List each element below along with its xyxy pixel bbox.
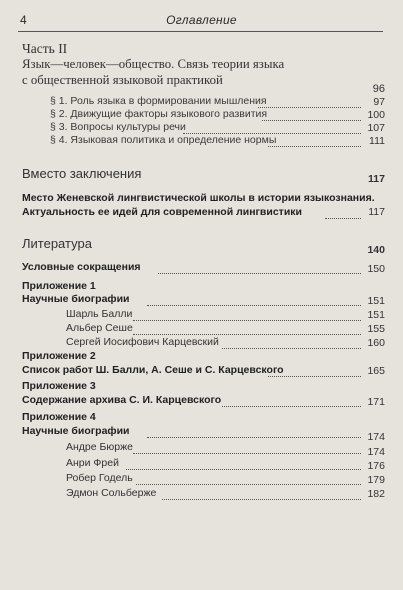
leader-dots	[133, 453, 361, 454]
header-rule	[18, 31, 383, 32]
appendix1-title: Научные биографии	[22, 293, 130, 305]
leader-dots	[222, 348, 361, 349]
leader-dots	[147, 305, 361, 306]
section-1-page: 97	[373, 96, 385, 108]
page-number: 4	[20, 13, 27, 27]
appendix3-title: Содержание архива С. И. Карцевского	[22, 394, 222, 406]
leader-dots	[136, 484, 361, 485]
appendix1-item-3-page: 160	[367, 337, 385, 349]
appendix1-item-1-page: 151	[367, 309, 385, 321]
appendix2-page: 165	[367, 365, 385, 377]
toc-section-1: § 1. Роль языка в формировании мышления	[50, 95, 267, 107]
leader-dots	[268, 146, 361, 147]
leader-dots	[158, 273, 361, 274]
leader-dots	[262, 120, 361, 121]
appendix4-item-1-page: 174	[367, 446, 385, 458]
appendix1-item-2: Альбер Сеше	[66, 322, 133, 334]
toc-section-2: § 2. Движущие факторы языкового развития	[50, 108, 268, 120]
toc-section-3: § 3. Вопросы культуры речи	[50, 121, 186, 133]
leader-dots	[126, 469, 361, 470]
conclusion-sub-page: 117	[368, 206, 385, 218]
conclusion-page: 117	[368, 173, 385, 185]
part-label: Часть II	[22, 41, 68, 56]
leader-dots	[268, 376, 361, 377]
leader-dots	[133, 320, 361, 321]
appendix4-page: 174	[367, 431, 385, 443]
literature-title: Литература	[22, 236, 92, 251]
leader-dots	[133, 334, 361, 335]
section-3-page: 107	[367, 122, 385, 134]
running-header: Оглавление	[166, 13, 237, 27]
appendix1-item-3: Сергей Иосифович Карцевский	[66, 336, 219, 348]
appendix4-item-4: Эдмон Сольберже	[66, 487, 157, 499]
abbreviations-page: 150	[367, 263, 385, 275]
appendix1-page: 151	[367, 295, 385, 307]
appendix3-label: Приложение 3	[22, 380, 96, 392]
leader-dots	[258, 107, 361, 108]
part-page: 96	[372, 83, 385, 95]
conclusion-title: Вместо заключения	[22, 166, 142, 181]
toc-section-4: § 4. Языковая политика и определение нормы	[50, 134, 277, 146]
appendix4-item-2-page: 176	[367, 460, 385, 472]
appendix4-item-3: Робер Годель	[66, 472, 133, 484]
conclusion-line1: Место Женевской лингвистической школы в истории языкознания.	[22, 192, 375, 204]
appendix2-label: Приложение 2	[22, 350, 96, 362]
abbreviations-title: Условные сокращения	[22, 261, 141, 273]
literature-page: 140	[367, 244, 385, 256]
section-4-page: 111	[369, 135, 385, 147]
leader-dots	[222, 406, 361, 407]
appendix4-item-3-page: 179	[367, 474, 385, 486]
conclusion-line2: Актуальность ее идей для современной лингвистики	[22, 206, 302, 218]
appendix3-page: 171	[367, 396, 385, 408]
appendix2-title: Список работ Ш. Балли, А. Сеше и С. Карцевского	[22, 364, 284, 376]
appendix1-item-2-page: 155	[367, 323, 385, 335]
appendix4-label: Приложение 4	[22, 411, 96, 423]
appendix1-label: Приложение 1	[22, 280, 96, 292]
appendix4-item-4-page: 182	[367, 488, 385, 500]
appendix4-item-1: Андре Бюрже	[66, 441, 133, 453]
appendix4-title: Научные биографии	[22, 425, 130, 437]
appendix4-item-2: Анри Фрей	[66, 457, 119, 469]
part-title-line2: с общественной языковой практикой	[22, 73, 223, 87]
section-2-page: 100	[367, 109, 385, 121]
appendix1-item-1: Шарль Балли	[66, 308, 133, 320]
part-title-line1: Язык—человек—общество. Связь теории языка	[22, 57, 285, 71]
leader-dots	[325, 218, 361, 219]
leader-dots	[162, 499, 361, 500]
leader-dots	[147, 437, 361, 438]
